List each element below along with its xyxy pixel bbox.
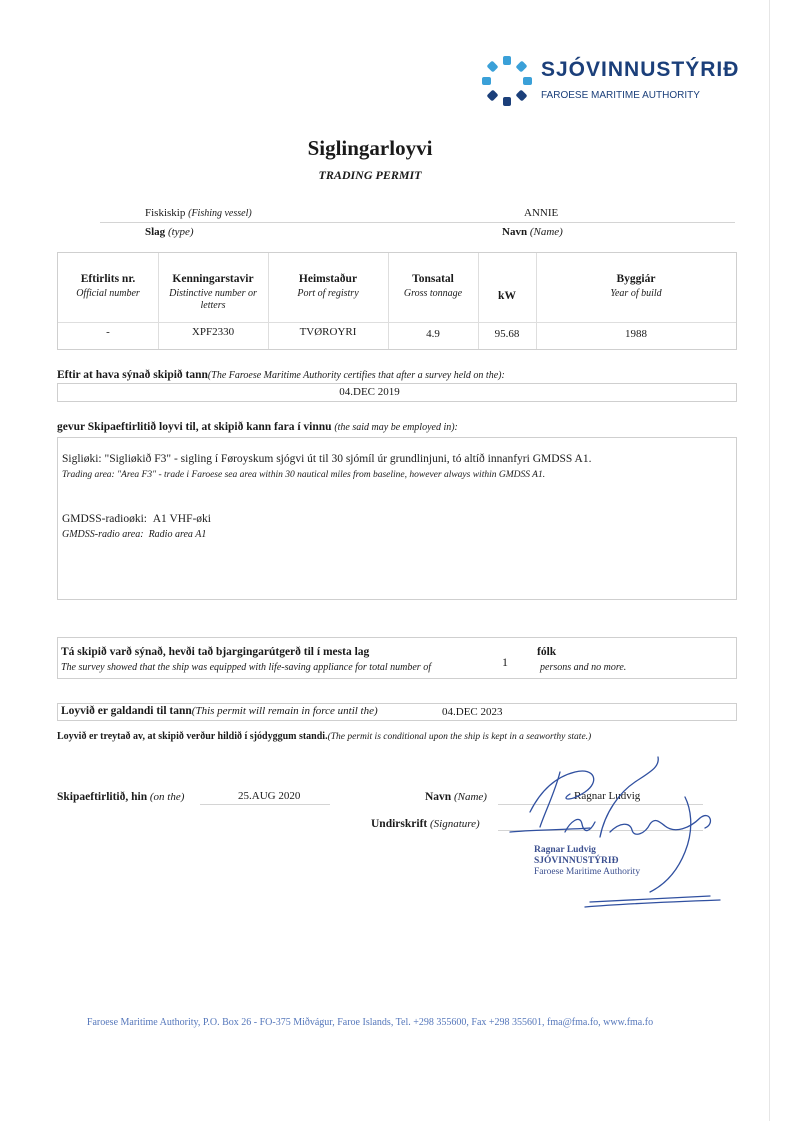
th-kw-fo: kW bbox=[498, 290, 516, 302]
logo-subtitle: FAROESE MARITIME AUTHORITY bbox=[541, 90, 700, 101]
issued-label-text: Skipaeftirlitið, hin bbox=[57, 791, 148, 803]
lifesaving-unit: fólk bbox=[537, 646, 557, 658]
employ-label-text: gevur Skipaeftirlitið loyvi til, at skipið kann fara í vinnu bbox=[57, 421, 332, 433]
validity-condition-text: Loyvið er treytað av, at skipið verður hildið í sjódyggum standi. bbox=[57, 731, 328, 742]
footer-address: Faroese Maritime Authority, P.O. Box 26 - FO-375 Miðvágur, Faroe Islands, Tel. +298 355600, Fax +298 355601, fma@fma.fo, www.fma.fo bbox=[86, 1017, 654, 1028]
vessel-type-value bbox=[145, 207, 252, 219]
signer-name-label bbox=[425, 791, 487, 803]
th-port-of-registry-fo: Heimstaður bbox=[298, 273, 358, 285]
th-distinctive-number-fo: Kenningarstavir bbox=[172, 273, 254, 285]
document-subtitle: TRADING PERMIT bbox=[318, 168, 422, 182]
signature-label bbox=[371, 818, 480, 830]
validity-condition bbox=[57, 730, 591, 742]
employ-label bbox=[57, 421, 458, 433]
survey-label bbox=[57, 369, 505, 381]
issued-label bbox=[57, 791, 184, 803]
vessel-type-text: Fiskiskip bbox=[145, 207, 186, 219]
employ-label-en: (the said may be employed in): bbox=[334, 422, 458, 433]
stamp-line-org: SJÓVINNUSTÝRIÐ bbox=[534, 856, 619, 866]
gmdss-label-en: GMDSS-radio area: bbox=[62, 529, 144, 540]
validity-label bbox=[61, 705, 378, 717]
vessel-name-value: ANNIE bbox=[524, 207, 559, 219]
distinctive-number-value: XPF2330 bbox=[191, 326, 235, 338]
table-row-separator bbox=[58, 322, 736, 323]
survey-label-en: (The Faroese Maritime Authority certifies that after a survey held on the): bbox=[207, 370, 505, 381]
vessel-type-label-text: Slag bbox=[145, 226, 166, 238]
th-official-number-fo: Eftirlits nr. bbox=[80, 273, 136, 285]
vessel-table bbox=[57, 252, 737, 350]
year-of-build-value: 1988 bbox=[625, 328, 647, 340]
kw-value: 95.68 bbox=[494, 328, 520, 340]
gmdss-value-en: Radio area A1 bbox=[148, 529, 207, 540]
survey-date: 04.DEC 2019 bbox=[339, 386, 400, 398]
gmdss-label-fo: GMDSS-radioøki: bbox=[62, 513, 147, 525]
th-official-number bbox=[58, 253, 158, 300]
signer-name-value: Ragnar Ludvig bbox=[574, 790, 641, 802]
vessel-name-label bbox=[502, 226, 563, 238]
stamp-line-name: Ragnar Ludvig bbox=[534, 845, 596, 855]
page-edge-line bbox=[769, 0, 770, 1121]
validity-label-text: Loyvið er galdandi til tann bbox=[61, 705, 192, 717]
handwritten-signature bbox=[500, 752, 730, 912]
th-port-of-registry bbox=[268, 253, 388, 300]
th-year-of-build bbox=[536, 253, 736, 300]
validity-date: 04.DEC 2023 bbox=[442, 706, 503, 718]
gross-tonnage-value: 4.9 bbox=[426, 328, 440, 340]
issued-date: 25.AUG 2020 bbox=[238, 790, 301, 802]
vessel-type-label bbox=[145, 226, 194, 238]
th-distinctive-number-en: Distinctive number or letters bbox=[169, 288, 257, 311]
signer-name-label-en: (Name) bbox=[453, 791, 487, 803]
th-year-of-build-fo: Byggiár bbox=[616, 273, 656, 285]
port-of-registry-value: TVØROYRI bbox=[299, 326, 357, 338]
th-year-of-build-en: Year of build bbox=[610, 288, 662, 299]
validity-condition-en: (The permit is conditional upon the ship is kept in a seaworthy state.) bbox=[327, 732, 592, 742]
gmdss-value-fo: A1 VHF-øki bbox=[152, 513, 211, 525]
signature-label-text: Undirskrift bbox=[371, 818, 428, 830]
issued-label-en: (on the) bbox=[149, 791, 185, 803]
vessel-type-text-en: (Fishing vessel) bbox=[188, 208, 252, 219]
vessel-row-line bbox=[100, 222, 735, 223]
logo-icon bbox=[480, 54, 534, 108]
document-title: Siglingarloyvi bbox=[307, 136, 433, 160]
logo-name: SJÓVINNUSTÝRIÐ bbox=[541, 58, 740, 81]
official-number-value: - bbox=[106, 326, 110, 338]
th-port-of-registry-en: Port of registry bbox=[297, 288, 359, 299]
th-kw bbox=[478, 253, 536, 302]
gmdss-en bbox=[62, 529, 206, 540]
validity-label-en: (This permit will remain in force until the) bbox=[191, 705, 378, 717]
th-distinctive-number bbox=[158, 253, 268, 312]
th-official-number-en: Official number bbox=[76, 288, 140, 299]
vessel-name-label-text: Navn bbox=[502, 226, 528, 238]
th-gross-tonnage bbox=[388, 253, 478, 300]
survey-label-text: Eftir at hava sýnað skipið tann bbox=[57, 369, 208, 381]
th-gross-tonnage-fo: Tonsatal bbox=[412, 273, 454, 285]
trading-area-en: Trading area: "Area F3" - trade i Faroese sea area within 30 nautical miles from baseline, however always within GMDSS A1. bbox=[62, 470, 546, 480]
signature-label-en: (Signature) bbox=[429, 818, 480, 830]
vessel-type-label-en: (type) bbox=[167, 226, 194, 238]
th-gross-tonnage-en: Gross tonnage bbox=[403, 288, 463, 299]
vessel-name-label-en: (Name) bbox=[529, 226, 563, 238]
stamp-line-org-en: Faroese Maritime Authority bbox=[534, 867, 641, 877]
lifesaving-label: Tá skipið varð sýnað, hevði tað bjargingarútgerð til í mesta lag bbox=[61, 646, 370, 658]
lifesaving-label-en: The survey showed that the ship was equipped with life-saving appliance for total number of bbox=[61, 662, 431, 673]
issued-date-line bbox=[200, 804, 330, 805]
trading-area-fo: Sigliøki: "Sigliøkið F3" - sigling í Føroyskum sjógvi út til 30 sjómíl úr grundlinjuni, tó altíð innanfyri GMDSS A1. bbox=[62, 453, 592, 465]
signer-name-label-text: Navn bbox=[425, 791, 452, 803]
lifesaving-unit-en: persons and no more. bbox=[540, 662, 627, 673]
lifesaving-count: 1 bbox=[502, 655, 508, 669]
gmdss-fo bbox=[62, 513, 211, 525]
